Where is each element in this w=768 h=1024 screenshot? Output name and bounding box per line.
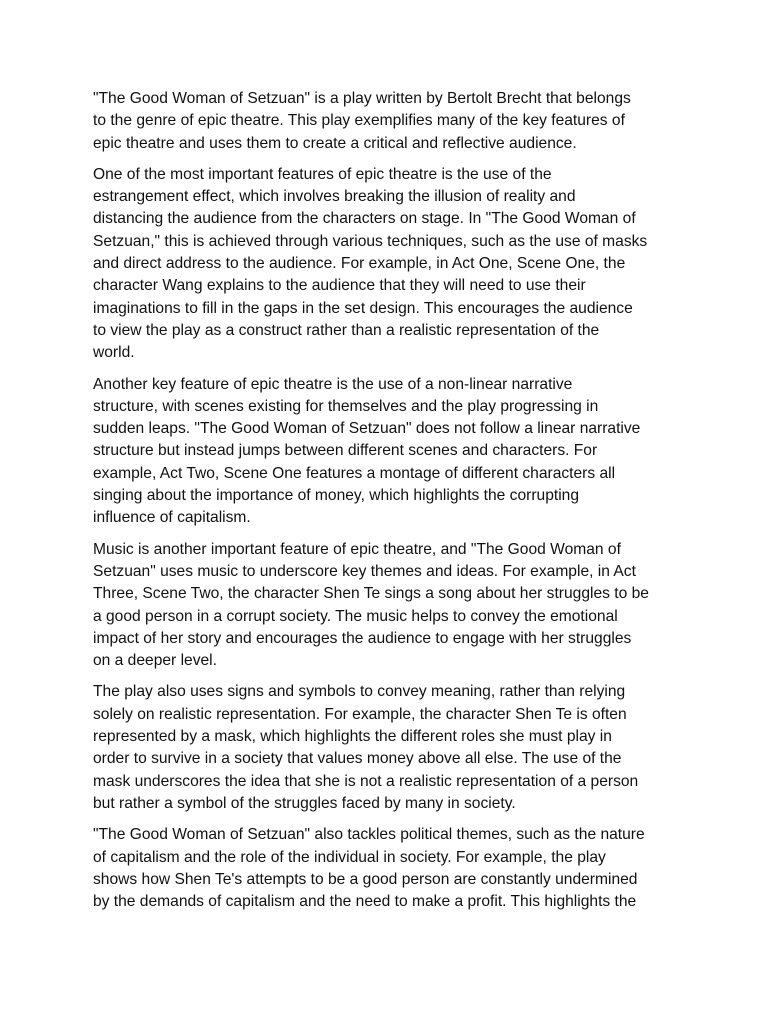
document-body — [93, 88, 683, 922]
paragraph-narrative: Another key feature of epic theatre is the use of a non-linear narrative structure, with scenes existing for themselves and the play progressing in sudden leaps. "The Good Woman of Setzuan" does not follow a linear narrative structure but instead jumps between different scenes and characters. For example, Act Two, Scene One features a montage of different characters all singing about the importance of money, which highlights the corrupting influence of capitalism. — [93, 375, 641, 527]
paragraph-intro: "The Good Woman of Setzuan" is a play written by Bertolt Brecht that belongs to the genre of epic theatre. This play exemplifies many of the key features of epic theatre and uses them to create a critical and reflective audience. — [93, 90, 631, 152]
paragraph-symbols: The play also uses signs and symbols to convey meaning, rather than relying solely on realistic representation. For example, the character Shen Te is often represented by a mask, which highlights the different roles she must play in order to survive in a society that values money above all else. The use of the mask underscores the idea that she is not a realistic representation of a person but rather a symbol of the struggles faced by many in society. — [93, 683, 639, 812]
paragraph-political: "The Good Woman of Setzuan" also tackles political themes, such as the nature of capitalism and the role of the individual in society. For example, the play shows how Shen Te's attempts to be a good person are constantly undermined by the demands of capitalism and the need to make a profit. This highlights the — [93, 826, 645, 911]
paragraph-music: Music is another important feature of epic theatre, and "The Good Woman of Setzuan" uses music to underscore key themes and ideas. For example, in Act Three, Scene Two, the character Shen Te sings a song about her struggles to be a good person in a corrupt society. The music helps to convey the emotional impact of her story and encourages the audience to engage with her struggles on a deeper level. — [93, 540, 649, 670]
paragraph-estrangement: One of the most important features of epic theatre is the use of the estrangement effect, which involves breaking the illusion of reality and distancing the audience from the characters on stage. In "The Good Woman of Setzuan," this is achieved through various techniques, such as the use of masks and direct address to the audience. For example, in Act One, Scene One, the character Wang explains to the audience that they will need to use their imaginations to fill in the gaps in the set design. This encourages the audience to view the play as a construct rather than a realistic representation of the world. — [93, 165, 648, 362]
